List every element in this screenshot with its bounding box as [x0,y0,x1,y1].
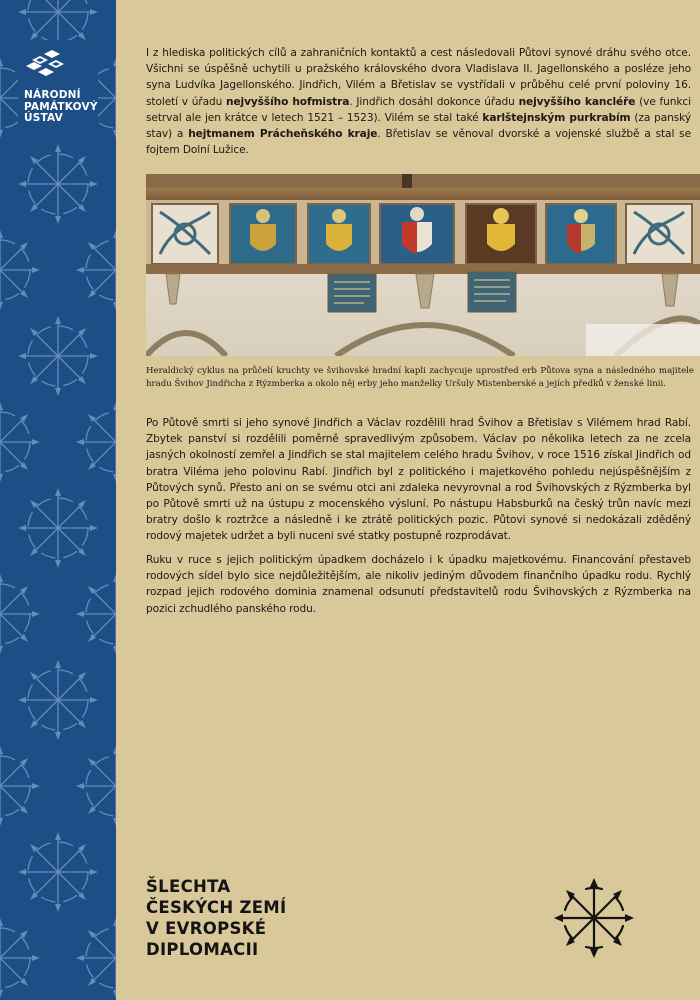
compass-pattern [0,0,116,1000]
series-title-line-1: ŠLECHTA [146,877,231,896]
sidebar [0,0,116,1000]
npu-logo-icon [24,50,68,78]
text-segment: . Jindřich dosáhl dokonce úřadu [349,95,519,108]
series-title-line-2: ČESKÝCH ZEMÍ [146,898,287,917]
text-segment: (za panský stav) a [146,111,691,141]
logo-text [24,90,104,125]
heraldic-cycle-photo [146,174,700,356]
paragraph-division: Po Půtově smrti si jeho synové Jindřich a Václav rozdělili hrad Švihov a Břetislav s Vilémem hrad Rabí. Zbytek panství si rozdělili poměrně spravedlivým způsobem. Václav po několika letech za ne zcela jasných okolností zemřel a Jindřich se stal majitelem celého hradu Švihov, v roce 1516 získal Jindřich od bratra Viléma jeho polovinu Rabí. Jindřich byl z politického i majetkového pohledu nejúspěšnějším z Půtových synů. Přesto ani on se svému otci ani zdaleka nevyrovnal a rod Švihovských z Rýzmberka byl po Půtově smrti už na ústupu z mocenského výsluní. Po nástupu Habsburků na český trůn navíc mezi bratry došlo k roztržce a následně i ke ztrátě politických pozic. Půtovi synové si nedokázali zděděný rodový majetek udržet a byli nuceni své statky postupně rozprodávat. [146,417,691,543]
emphasized-term: nejvyššího hofmistra [226,95,350,108]
series-title-line-4: DIPLOMACII [146,940,259,959]
text-segment: . Břetislav se věnoval dvorské a vojenské službě a stal se fojtem Dolní Lužice. [146,128,692,157]
paragraph-decline: Ruku v ruce s jejich politickým úpadkem docházelo i k úpadku majetkovému. Financování přestaveb rodových sídel bylo sice nejdůležitějším, ale nikoliv jediným důvodem finančního úpadku rodu. Rychlý rozpad jejich rodového dominia znamenal odsunutí představitelů rodu Švihovských z Rýzmberka na pozici zchudlého panského rodu. [146,554,691,615]
emphasized-term: hejtmanem Prácheňského kraje [188,128,378,141]
text-segment: I z hlediska politických cílů a zahraničních kontaktů a cest následovali Půtovi synové dráhu svého otce. Všichni se úspěšně uchytili u pražského královského dvora Vladislava II. Jagellonského a posléze jeho syna Ludvíka Jagellonského. Jindřich, Vilém a Břetislav se vystřídali v průběhu celé první poloviny 16. století v úřadu [146,47,691,108]
logo-line-1: NÁRODNÍ [24,89,81,101]
series-title [146,876,286,960]
logo-line-3: ÚSTAV [24,112,63,124]
npu-logo[interactable] [24,50,104,125]
paragraph-intro [146,45,691,158]
compass-rose-icon [553,877,635,959]
emphasized-term: nejvyššího kancléře [518,95,636,108]
emphasized-term: karlštejnským purkrabím [482,111,631,124]
logo-line-2: PAMÁTKOVÝ [24,100,98,113]
text-segment: (ve funkci setrval ale jen krátce v letech 1521 – 1523). Vilém se stal také [146,95,691,124]
series-title-line-3: V EVROPSKÉ [146,919,267,938]
photo-caption: Heraldický cyklus na průčelí kruchty ve švihovské hradní kapli zachycuje uprostřed erb Půtova syna a následného majitele hradu Švihov Jindřicha z Rýzmberka a okolo něj erby jeho manželky Uršuly Mistenberské a jejích předků v ženské linii. [146,366,694,389]
